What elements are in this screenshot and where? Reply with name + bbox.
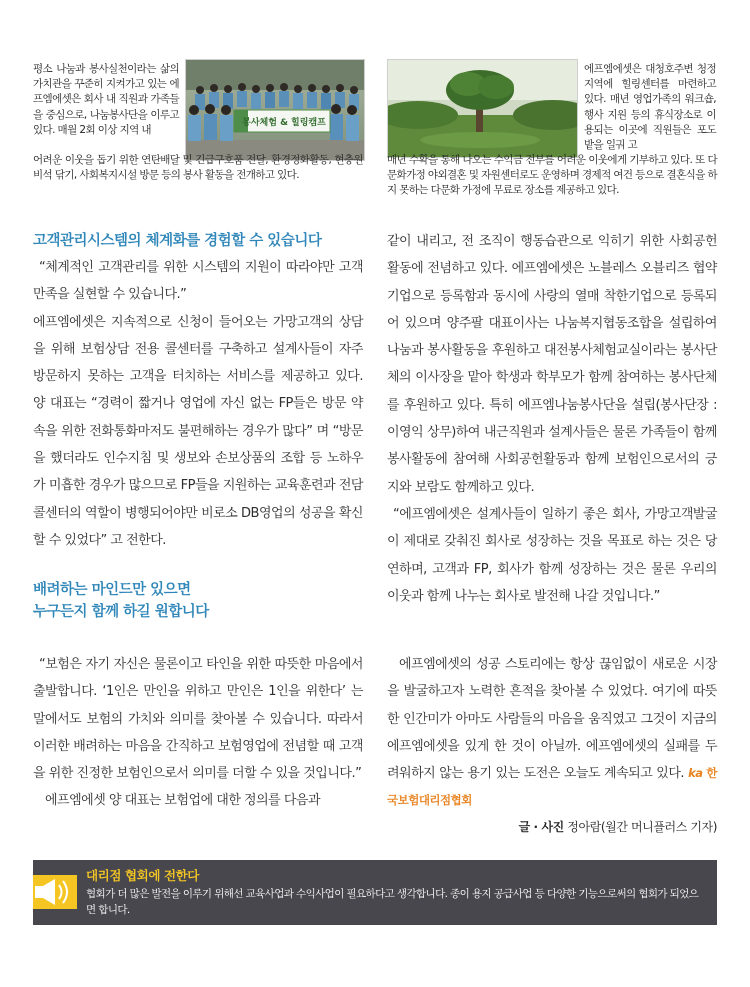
top-right-caption-full: 매년 수확을 통해 나오는 수익금 전부를 어려운 이웃에게 기부하고 있다. 또 다문화가정 야외결혼 및 자원센터로도 운영하며 경제적 여건 등으로 결혼식을 하지 못하는 다문화 가정에 무료로 장소를 제공하고 있다.	[387, 154, 718, 197]
left-column-lower	[33, 579, 363, 623]
right-body-1	[387, 228, 717, 610]
top-left-caption-full: 어려운 이웃을 돕기 위한 연탄배달 및 긴급구호품 전달, 환경정화활동, 현충원 비석 닦기, 사회복지시설 방문 등의 봉사 활동을 전개하고 있다.	[33, 154, 363, 182]
left-para-insurance-quote: “보험은 자기 자신은 물론이고 타인을 위한 따뜻한 마음에서 출발합니다. ‘1인은 만인을 위하고 만인은 1인을 위한다’ 는 말에서도 보험의 가치와 의미를 찾아볼 수 있습니다. 따라서 이러한 배려하는 마음을 간직하고 보험영업에 전념할 때 고객을 위한 진정한 보험인으로서 의미를 더할 수 있을 것입니다.”	[33, 657, 363, 782]
byline	[387, 818, 717, 835]
volunteer-group-photo	[185, 59, 365, 161]
megaphone-graphic	[33, 875, 77, 909]
healing-center-photo	[387, 59, 578, 158]
heading-caring-mind-line1: 배려하는 마인드만 있으면	[33, 582, 191, 598]
ka-logo-icon: ka	[688, 766, 703, 781]
left-body-2	[33, 651, 363, 815]
volunteer-group-illustration	[186, 60, 364, 160]
heading-caring-mind-line2: 누구든지 함께 하길 원합니다	[33, 604, 209, 620]
right-para-story	[387, 651, 717, 815]
byline-label: 글 · 사진	[518, 820, 564, 834]
photo-banner-text: 봉사체험 & 힐링캠프	[242, 118, 326, 128]
heading-customer-system: 고객관리시스템의 체계화를 경험할 수 있습니다	[33, 233, 322, 249]
notice-bar	[33, 860, 717, 925]
top-left-caption-side: 평소 나눔과 봉사실천이라는 삶의 가치관을 꾸준히 지켜가고 있는 에프엠에셋은 회사 내 직원과 가족들을 중심으로, 나눔봉사단을 이루고 있다. 매월 2회 이상 지역 내	[33, 63, 179, 136]
left-para-callcenter: 에프엠에셋은 지속적으로 신청이 들어오는 가망고객의 상담을 위해 보험상담 전용 콜센터를 구축하고 설계사들이 자주 방문하지 못하는 고객을 터치하는 서비스를 제공하고 있다. 양 대표는 “경력이 짧거나 영업에 자신 없는 FP들은 방문 약속을 위한 전화통화마저도 불편해하는 경우가 많다” 며 “방문을 했더라도 인수지침 및 생보와 손보상품의 조합 등 노하우가 미흡한 경우가 많으므로 FP들을 지원하는 교육훈련과 전담콜센터의 역할이 병행되어야만 비로소 DB영업의 성공을 확신할 수 있었다” 고 전한다.	[33, 314, 363, 548]
association-name: 한국보험대리점협회	[387, 766, 717, 808]
left-body-1	[33, 254, 363, 554]
notice-title: 대리점 협회에 전한다	[86, 868, 199, 883]
left-para-quote: “체계적인 고객관리를 위한 시스템의 지원이 따라야만 고객만족을 실현할 수 있습니다.”	[33, 260, 363, 303]
right-body-2	[387, 651, 717, 815]
megaphone-icon	[33, 875, 77, 909]
top-right-caption-side: 에프엠에셋은 대청호주변 청정지역에 힐링센터를 마련하고 있다. 매년 영업가족의 워크숍, 행사 지원 등의 휴식장소로 이용되는 이곳에 직원들은 포도밭을 일궈 고	[584, 63, 716, 152]
right-para-goal-quote: “에프엠에셋은 설계사들이 일하기 좋은 회사, 가망고객발굴이 제대로 갖춰진 회사로 성장하는 것을 목표로 하는 것은 당연하며, 고객과 FP, 회사가 함께 성장하는 것은 물론 우리의 이웃과 함께 나누는 회사로 발전해 나갈 것입니다.”	[387, 506, 717, 604]
right-para-social: 같이 내리고, 전 조직이 행동습관으로 익히기 위한 사회공헌활동에 전념하고 있다. 에프엠에셋은 노블레스 오블리즈 협약기업으로 등록함과 동시에 사랑의 열매 착한기업으로 등록되어 있으며 양주팔 대표이사는 나눔복지협동조합을 설립하여 나눔과 봉사활동을 후원하고 대전봉사체험교실이라는 봉사단체의 이사장을 맡아 학생과 학부모가 함께 참여하는 봉사단체를 후원하고 있다. 특히 에프엠나눔봉사단을 설립(봉사단장 : 이영익 상무)하여 내근직원과 설계사들은 물론 가족들이 함께 봉사활동에 참여해 사회공헌활동과 함께 보험인으로서의 긍지와 보람도 함께하고 있다.	[387, 234, 717, 495]
left-column	[33, 230, 363, 554]
tree-illustration	[388, 60, 577, 157]
left-para-definition: 에프엠에셋 양 대표는 보험업에 대한 정의를 다음과	[45, 793, 321, 809]
byline-name: 정아람(월간 머니플러스 기자)	[567, 820, 717, 834]
notice-text: 협회가 더 많은 발전을 이루기 위해선 교육사업과 수익사업이 필요하다고 생각합니다. 종이 용지 공급사업 등 다양한 기능으로써의 협회가 되었으면 합니다.	[86, 888, 699, 916]
right-para-story-text: 에프엠에셋의 성공 스토리에는 항상 끊임없이 새로운 시장을 발굴하고자 노력한 흔적을 찾아볼 수 있었다. 여기에 따뜻한 인간미가 아마도 사람들의 마음을 움직였고 그것이 지금의 에프엠에셋을 있게 한 것이 아닐까. 에프엠에셋의 실패를 두려워하지 않는 용기 있는 도전은 오늘도 계속되고 있다.	[387, 657, 717, 782]
